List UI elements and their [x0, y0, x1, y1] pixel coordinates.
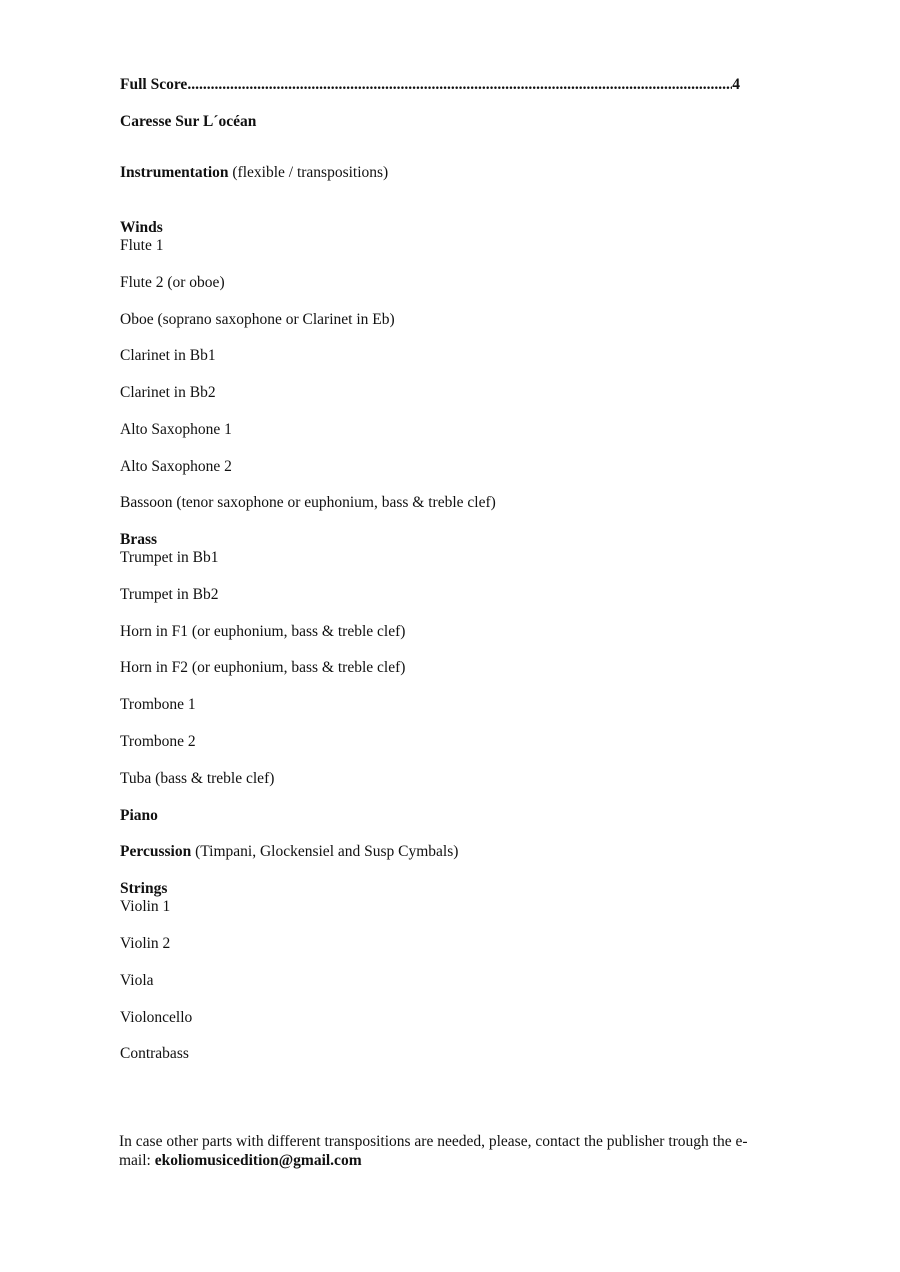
instrument-item: Alto Saxophone 1 [120, 421, 232, 438]
instrument-item: Trombone 2 [120, 733, 196, 750]
contact-email[interactable]: ekoliomusicedition@gmail.com [154, 1152, 362, 1169]
section-heading-strings: Strings [120, 880, 168, 897]
contact-note [119, 1132, 779, 1170]
toc-leader-dots [187, 76, 732, 94]
instrument-item: Trumpet in Bb2 [120, 586, 219, 603]
toc-label: Full Score [120, 76, 188, 93]
instrument-item: Flute 1 [120, 237, 164, 254]
instrument-item: Clarinet in Bb1 [120, 347, 216, 364]
instrument-item: Trumpet in Bb1 [120, 549, 219, 566]
instrument-item: Horn in F1 (or euphonium, bass & treble clef) [120, 623, 406, 640]
instrument-item: Violin 2 [120, 935, 171, 952]
instrument-item: Violoncello [120, 1009, 193, 1026]
instrument-item: Bassoon (tenor saxophone or euphonium, bass & treble clef) [120, 494, 496, 511]
instrumentation-line [120, 164, 388, 182]
instrument-item: Contrabass [120, 1045, 189, 1062]
percussion-line [120, 843, 458, 861]
instrumentation-label: Instrumentation [120, 164, 229, 181]
piece-title: Caresse Sur L´océan [120, 113, 257, 130]
instrument-item: Viola [120, 972, 154, 989]
instrument-item: Trombone 1 [120, 696, 196, 713]
percussion-note: (Timpani, Glockensiel and Susp Cymbals) [195, 843, 459, 860]
section-heading-piano: Piano [120, 807, 158, 824]
instrument-item: Tuba (bass & treble clef) [120, 770, 275, 787]
toc-entry-full-score[interactable] [120, 76, 740, 96]
instrument-item: Alto Saxophone 2 [120, 458, 232, 475]
section-heading-winds: Winds [120, 219, 163, 236]
instrument-item: Clarinet in Bb2 [120, 384, 216, 401]
contact-text: In case other parts with different transpositions are needed, please, contact the publisher trough the e-mail: [119, 1133, 748, 1169]
section-heading-percussion: Percussion [120, 843, 192, 860]
section-heading-brass: Brass [120, 531, 158, 548]
instrument-item: Horn in F2 (or euphonium, bass & treble clef) [120, 659, 406, 676]
instrument-item: Flute 2 (or oboe) [120, 274, 225, 291]
toc-page-number: 4 [732, 76, 740, 93]
instrument-item: Violin 1 [120, 898, 171, 915]
instrument-item: Oboe (soprano saxophone or Clarinet in Eb) [120, 311, 395, 328]
instrumentation-note: (flexible / transpositions) [232, 164, 389, 181]
